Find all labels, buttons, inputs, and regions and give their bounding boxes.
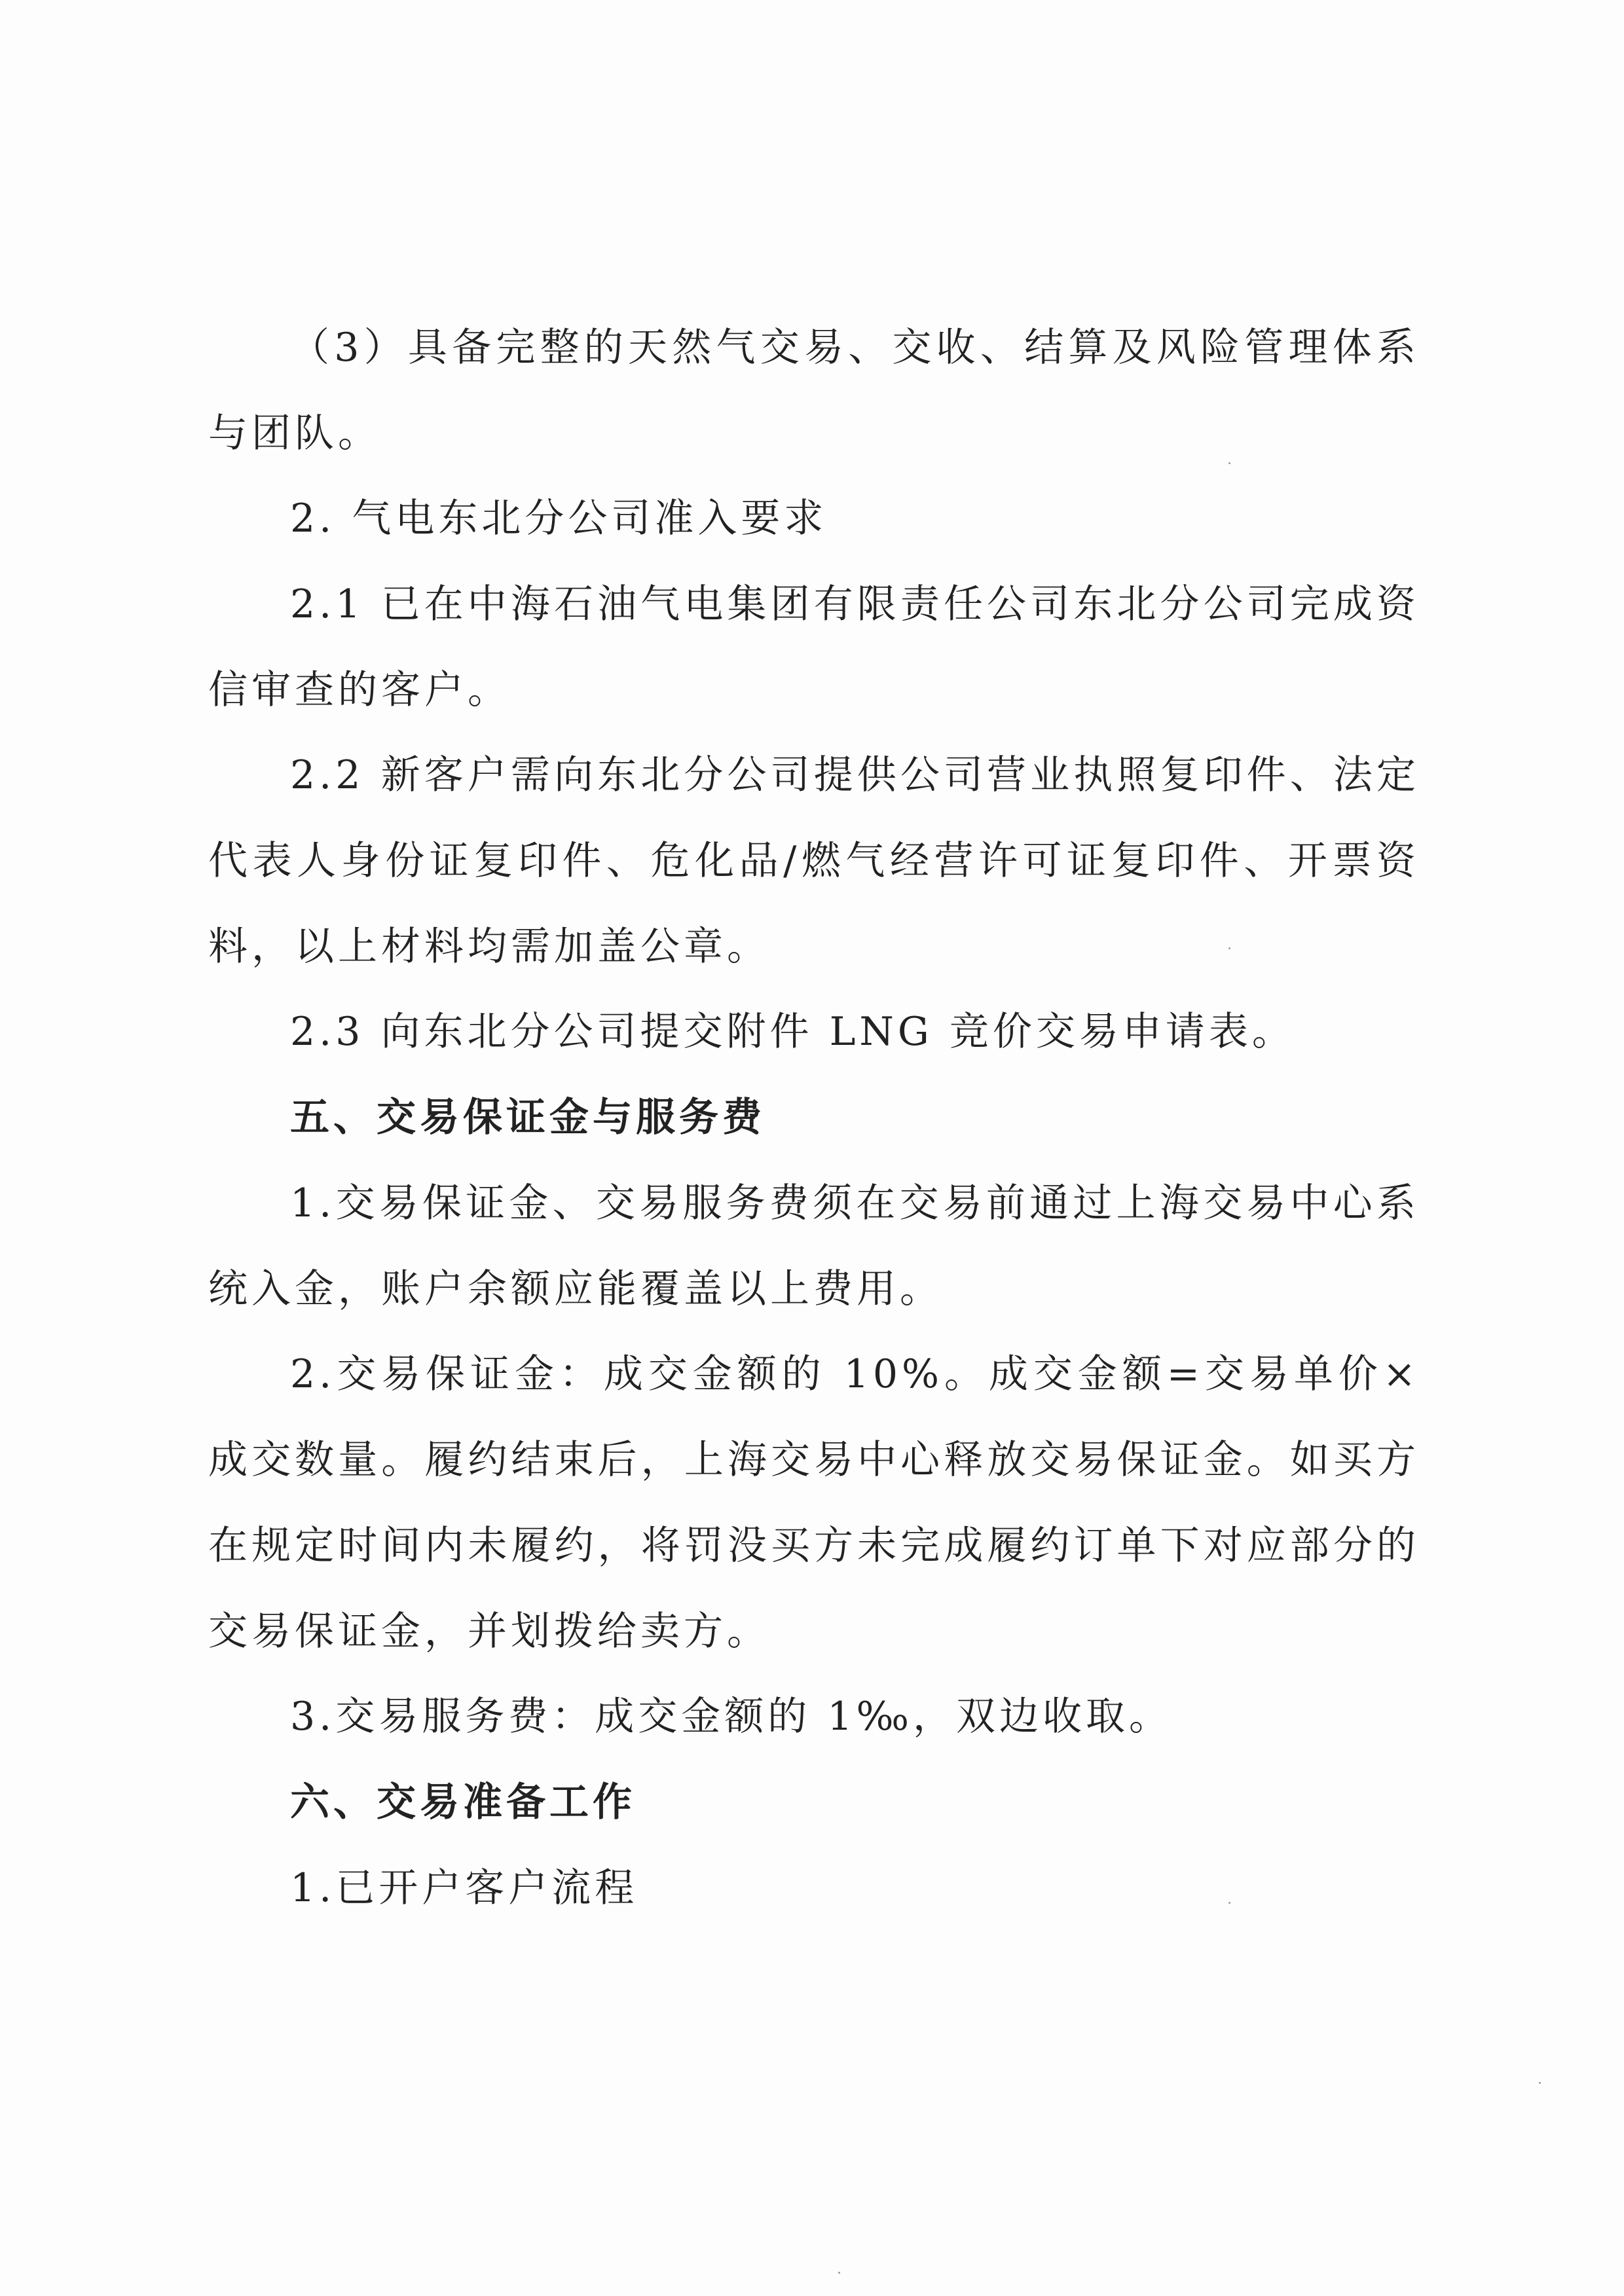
paragraph-qualification-3: （3）具备完整的天然气交易、交收、结算及风险管理体系与团队。 [208,325,1420,456]
section-heading-6: 六、交易准备工作 [290,1779,636,1825]
scan-speck [1228,1902,1230,1904]
paragraph-5-2: 2.交易保证金：成交金额的 10%。成交金额=交易单价×成交数量。履约结束后，上海交易中心释放交易保证金。如买方在规定时间内未履约，将罚没买方未完成履约订单下对应部分的交易保证金，并划拨给卖方。 [208,1351,1420,1654]
scan-speck [1228,947,1230,949]
scan-speck [1228,462,1230,464]
paragraph-northeast-requirements: 2. 气电东北分公司准入要求 [290,496,828,541]
paragraph-5-1: 1.交易保证金、交易服务费须在交易前通过上海交易中心系统入金，账户余额应能覆盖以上费用。 [208,1180,1420,1312]
paragraph-6-1: 1.已开户客户流程 [290,1865,638,1911]
scan-speck [838,2272,840,2274]
scan-speck [1539,2082,1541,2084]
paragraph-2-3: 2.3 向东北分公司提交附件 LNG 竞价交易申请表。 [290,1009,1295,1055]
section-heading-5: 五、交易保证金与服务费 [290,1095,766,1140]
paragraph-2-2: 2.2 新客户需向东北分公司提供公司营业执照复印件、法定代表人身份证复印件、危化品/燃气经营许可证复印件、开票资料，以上材料均需加盖公章。 [208,752,1420,970]
paragraph-2-1: 2.1 已在中海石油气电集团有限责任公司东北分公司完成资信审查的客户。 [208,581,1420,713]
paragraph-5-3: 3.交易服务费：成交金额的 1‰，双边收取。 [290,1694,1172,1740]
